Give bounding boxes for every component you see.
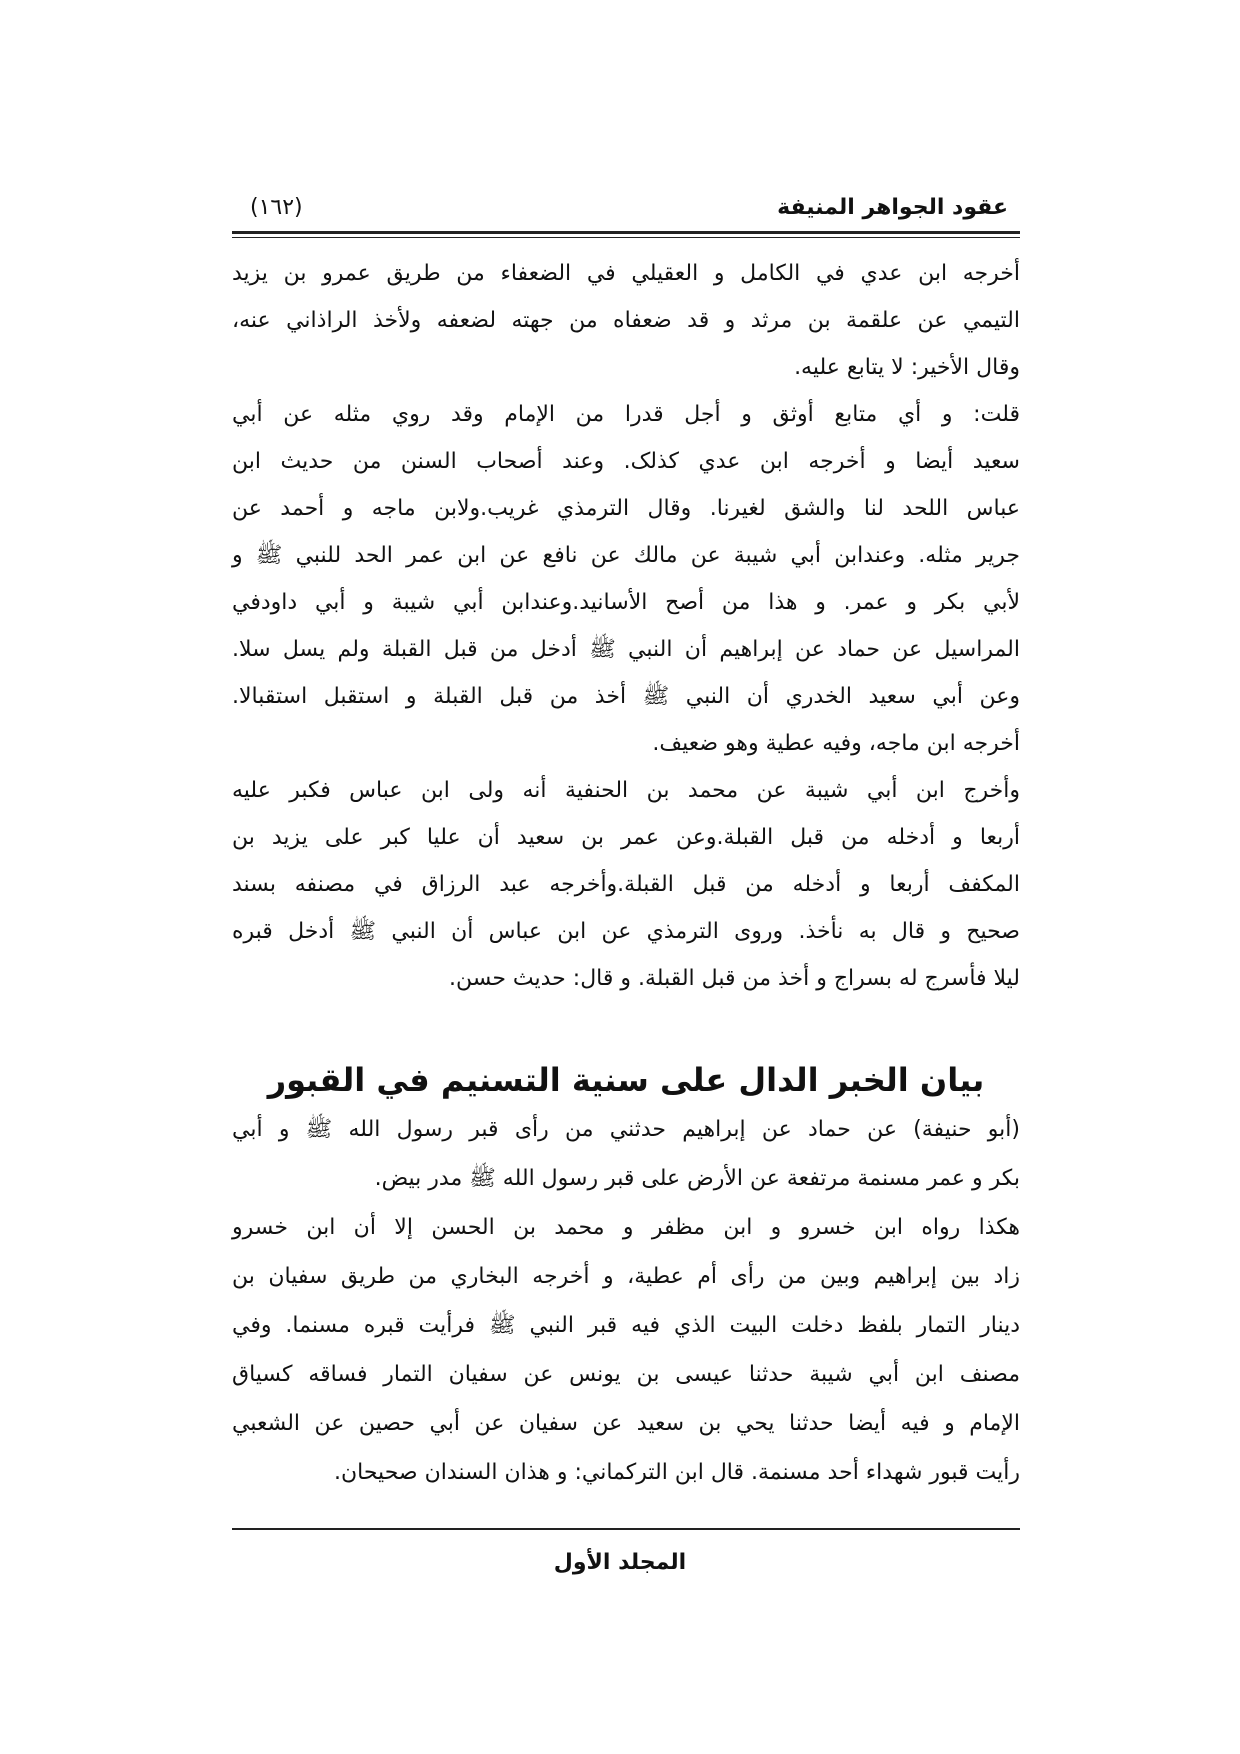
footer-volume: المجلد الأول	[553, 1550, 687, 1575]
text-line: بكر و عمر مسنمة مرتفعة عن الأرض على قبر رسول الله ﷺ مدر بيض.	[374, 1166, 1020, 1191]
header-rule-thin	[232, 237, 1020, 238]
running-header-title: عقود الجواهر المنيفة	[777, 195, 1008, 220]
section-heading: بيان الخبر الدال على سنية التسنيم في القبور	[267, 1061, 985, 1099]
text-line: مصنف ابن أبي شيبة حدثنا عيسى بن يونس عن سفيان التمار فساقه كسياق	[232, 1362, 1020, 1387]
text-line: أخرجه ابن ماجه، وفيه عطية وهو ضعيف.	[652, 731, 1020, 756]
text-line: الإمام و فيه أيضا حدثنا يحي بن سعيد عن سفيان عن أبي حصين عن الشعبي	[232, 1411, 1020, 1436]
text-line: رأيت قبور شهداء أحد مسنمة. قال ابن التركماني: و هذان السندان صحيحان.	[334, 1460, 1020, 1485]
text-line: وعن أبي سعيد الخدري أن النبي ﷺ أخذ من قبل القبلة و استقبل استقبالا.	[232, 684, 1020, 709]
text-line: قلت: و أي متابع أوثق و أجل قدرا من الإمام وقد روي مثله عن أبي	[232, 402, 1020, 427]
text-line: المراسيل عن حماد عن إبراهيم أن النبي ﷺ أدخل من قبل القبلة ولم يسل سلا.	[232, 637, 1020, 662]
text-line: وأخرج ابن أبي شيبة عن محمد بن الحنفية أنه ولى ابن عباس فكبر عليه	[232, 778, 1020, 803]
text-line: زاد بين إبراهيم وبين من رأى أم عطية، و أخرجه البخاري من طريق سفيان بن	[232, 1264, 1020, 1289]
text-line: ليلا فأسرج له بسراج و أخذ من قبل القبلة. و قال: حديث حسن.	[448, 966, 1020, 991]
text-line: (أبو حنيفة) عن حماد عن إبراهيم حدثني من رأى قبر رسول الله ﷺ و أبي	[232, 1117, 1020, 1142]
header-rule	[232, 231, 1020, 234]
text-line: التيمي عن علقمة بن مرثد و قد ضعفاه من جهته لضعفه ولأخذ الراذاني عنه،	[232, 308, 1020, 333]
footer-rule	[232, 1528, 1020, 1530]
text-line: المكفف أربعا و أدخله من قبل القبلة.وأخرجه عبد الرزاق في مصنفه بسند	[232, 872, 1020, 897]
text-line: أخرجه ابن عدي في الكامل و العقيلي في الضعفاء من طريق عمرو بن يزيد	[232, 261, 1020, 286]
page-number: (١٦٢)	[250, 195, 303, 220]
text-line: لأبي بكر و عمر. و هذا من أصح الأسانيد.وعندابن أبي شيبة و أبي داودفي	[232, 590, 1020, 615]
text-line: دينار التمار بلفظ دخلت البيت الذي فيه قبر النبي ﷺ فرأيت قبره مسنما. وفي	[232, 1313, 1020, 1338]
text-line: جرير مثله. وعندابن أبي شيبة عن مالك عن نافع عن ابن عمر الحد للنبي ﷺ و	[232, 543, 1020, 568]
text-line: أربعا و أدخله من قبل القبلة.وعن عمر بن سعيد أن عليا كبر على يزيد بن	[232, 825, 1020, 850]
text-line: سعيد أيضا و أخرجه ابن عدي كذلک. وعند أصحاب السنن من حديث ابن	[232, 449, 1020, 474]
text-line: هكذا رواه ابن خسرو و ابن مظفر و محمد بن الحسن إلا أن ابن خسرو	[232, 1215, 1020, 1240]
text-line: عباس اللحد لنا والشق لغيرنا. وقال الترمذي غريب.ولابن ماجه و أحمد عن	[232, 496, 1020, 521]
text-line: وقال الأخير: لا يتابع عليه.	[794, 355, 1020, 380]
text-line: صحيح و قال به نأخذ. وروى الترمذي عن ابن عباس أن النبي ﷺ أدخل قبره	[232, 919, 1020, 944]
